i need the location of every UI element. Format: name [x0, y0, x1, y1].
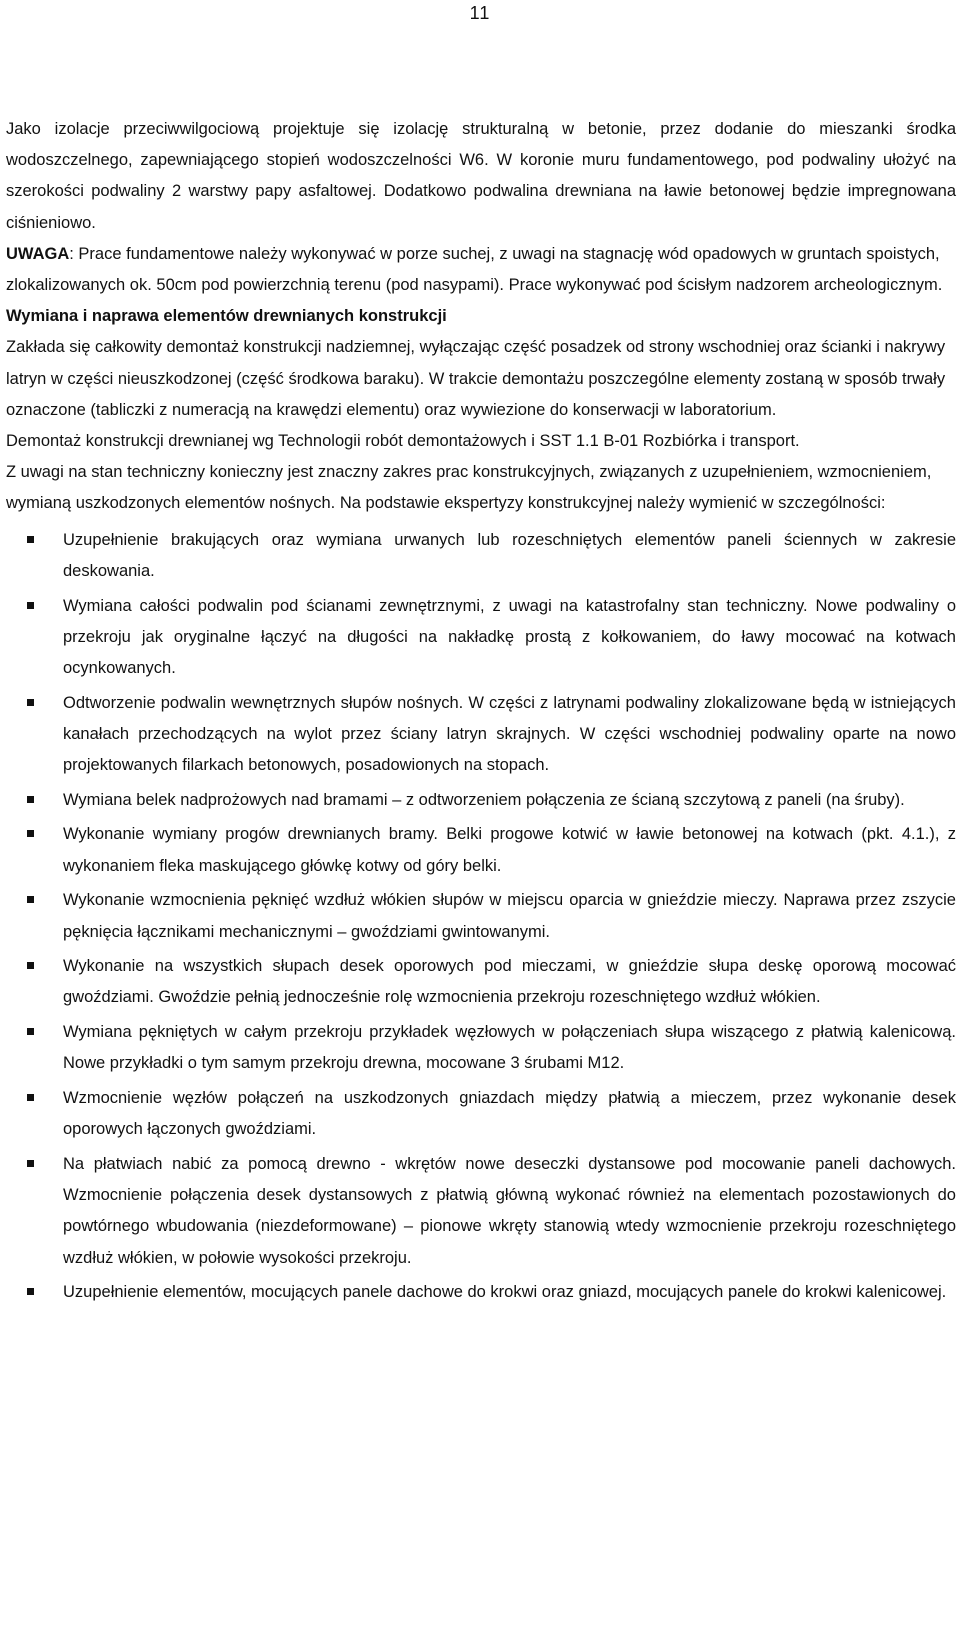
paragraph-insulation: Jako izolacje przeciwwilgociową projektuje się izolację strukturalną w betonie, przez dodanie do mieszanki środka wodoszczelnego, zapewniającego stopień wodoszczelności W6. W koronie muru fundamentowego, pod podwaliny ułożyć na szerokości podwaliny 2 warstwy papy asfaltowej. Dodatkowo podwalina drewniana na ławie betonowej będzie impregnowana ciśnieniowo.	[6, 120, 956, 232]
square-bullet-icon	[27, 962, 34, 969]
square-bullet-icon	[27, 1028, 34, 1035]
list-item	[6, 1083, 956, 1145]
list-item	[6, 591, 956, 685]
document-body	[6, 114, 956, 1312]
list-item-text: Na płatwiach nabić za pomocą drewno - wkrętów nowe deseczki dystansowe pod mocowanie paneli dachowych. Wzmocnienie połączenia desek dystansowych z płatwią główną wykonać również na elementach pozostawionych do powtórnego wbudowania (niezdeformowane) – pionowe wkręty stanowią wtedy wzmocnienie przekroju rozeschniętego wzdłuż włókien, w połowie wysokości przekroju.	[63, 1155, 956, 1267]
list-item-text: Wykonanie na wszystkich słupach desek oporowych pod mieczami, w gnieździe słupa deskę oporową mocować gwoździami. Gwoździe pełnią jednocześnie rolę wzmocnienia przekroju rozeschniętego wzdłuż włókien.	[63, 957, 956, 1007]
warning-label: UWAGA	[6, 244, 70, 263]
square-bullet-icon	[27, 796, 34, 803]
list-item	[6, 1277, 956, 1308]
list-item	[6, 785, 956, 816]
square-bullet-icon	[27, 1288, 34, 1295]
square-bullet-icon	[27, 1160, 34, 1167]
list-item-text: Wymiana całości podwalin pod ścianami zewnętrznymi, z uwagi na katastrofalny stan techniczny. Nowe podwaliny o przekroju jak oryginalne łączyć na długości na nakładkę prostą z kołkowaniem, do ławy mocować na kotwach ocynkowanych.	[63, 596, 956, 677]
list-item-text: Wykonanie wymiany progów drewnianych bramy. Belki progowe kotwić w ławie betonowej na kotwach (pkt. 4.1.), z wykonaniem fleka maskującego główkę kotwy od góry belki.	[63, 825, 956, 875]
works-list	[6, 525, 956, 1309]
list-item-text: Wzmocnienie węzłów połączeń na uszkodzonych gniazdach między płatwią a mieczem, przez wykonanie desek oporowych łączonych gwoździami.	[63, 1089, 956, 1139]
list-item	[6, 525, 956, 587]
list-item-text: Odtworzenie podwalin wewnętrznych słupów nośnych. W części z latrynami podwaliny zlokalizowane będą w istniejących kanałach przechodzących na wylot przez ściany latryn skrajnych. W części wschodniej podwaliny oparte na nowo projektowanych filarkach betonowych, posadowionych na stopach.	[63, 693, 956, 775]
square-bullet-icon	[27, 602, 34, 609]
paragraph-technology: Demontaż konstrukcji drewnianej wg Technologii robót demontażowych i SST 1.1 B-01 Rozbiórka i transport.	[6, 432, 800, 451]
square-bullet-icon	[27, 896, 34, 903]
list-item-text: Wykonanie wzmocnienia pęknięć wzdłuż włókien słupów w miejscu oparcia w gnieździe mieczy. Naprawa przez zszycie pęknięcia łącznikami mechanicznymi – gwoździami gwintowanymi.	[63, 891, 956, 941]
paragraph-scope: Z uwagi na stan techniczny konieczny jest znaczny zakres prac konstrukcyjnych, związanych z uzupełnieniem, wzmocnieniem, wymianą uszkodzonych elementów nośnych. Na podstawie ekspertyzy konstrukcyjnej należy wymienić w szczególności:	[6, 463, 932, 513]
list-item-text: Wymiana belek nadprożowych nad bramami – z odtworzeniem połączenia ze ścianą szczytową z paneli (na śruby).	[63, 790, 905, 809]
page-number: 11	[469, 3, 491, 23]
list-item	[6, 885, 956, 947]
list-item	[6, 819, 956, 881]
paragraph-warning	[6, 239, 956, 301]
list-item	[6, 951, 956, 1013]
square-bullet-icon	[27, 699, 34, 706]
list-item	[6, 1017, 956, 1079]
list-item	[6, 1149, 956, 1274]
section-heading: Wymiana i naprawa elementów drewnianych konstrukcji	[6, 307, 447, 326]
paragraph-dismantling: Zakłada się całkowity demontaż konstrukcji nadziemnej, wyłączając część posadzek od strony wschodniej oraz ścianki i nakrywy latryn w części nieuszkodzonej (część środkowa baraku). W trakcie demontażu poszczególne elementy zostaną w sposób trwały oznaczone (tabliczki z numeracją na krawędzi elementu) oraz wywiezione do konserwacji w laboratorium.	[6, 338, 946, 419]
list-item-text: Wymiana pękniętych w całym przekroju przykładek węzłowych w połączeniach słupa wiszącego z płatwią kalenicową. Nowe przykładki o tym samym przekroju drewna, mocowane 3 śrubami M12.	[63, 1023, 956, 1073]
warning-text: : Prace fundamentowe należy wykonywać w porze suchej, z uwagi na stagnację wód opadowych w gruntach spoistych, zlokalizowanych ok. 50cm pod powierzchnią terenu (pod nasypami). Prace wykonywać pod ścisłym nadzorem archeologicznym.	[6, 244, 943, 295]
square-bullet-icon	[27, 1094, 34, 1101]
list-item-text: Uzupełnienie brakujących oraz wymiana urwanych lub rozeschniętych elementów paneli ściennych w zakresie deskowania.	[63, 530, 956, 580]
list-item-text: Uzupełnienie elementów, mocujących panele dachowe do krokwi oraz gniazd, mocujących panele do krokwi kalenicowej.	[63, 1283, 947, 1302]
square-bullet-icon	[27, 830, 34, 837]
square-bullet-icon	[27, 536, 34, 543]
list-item	[6, 688, 956, 782]
